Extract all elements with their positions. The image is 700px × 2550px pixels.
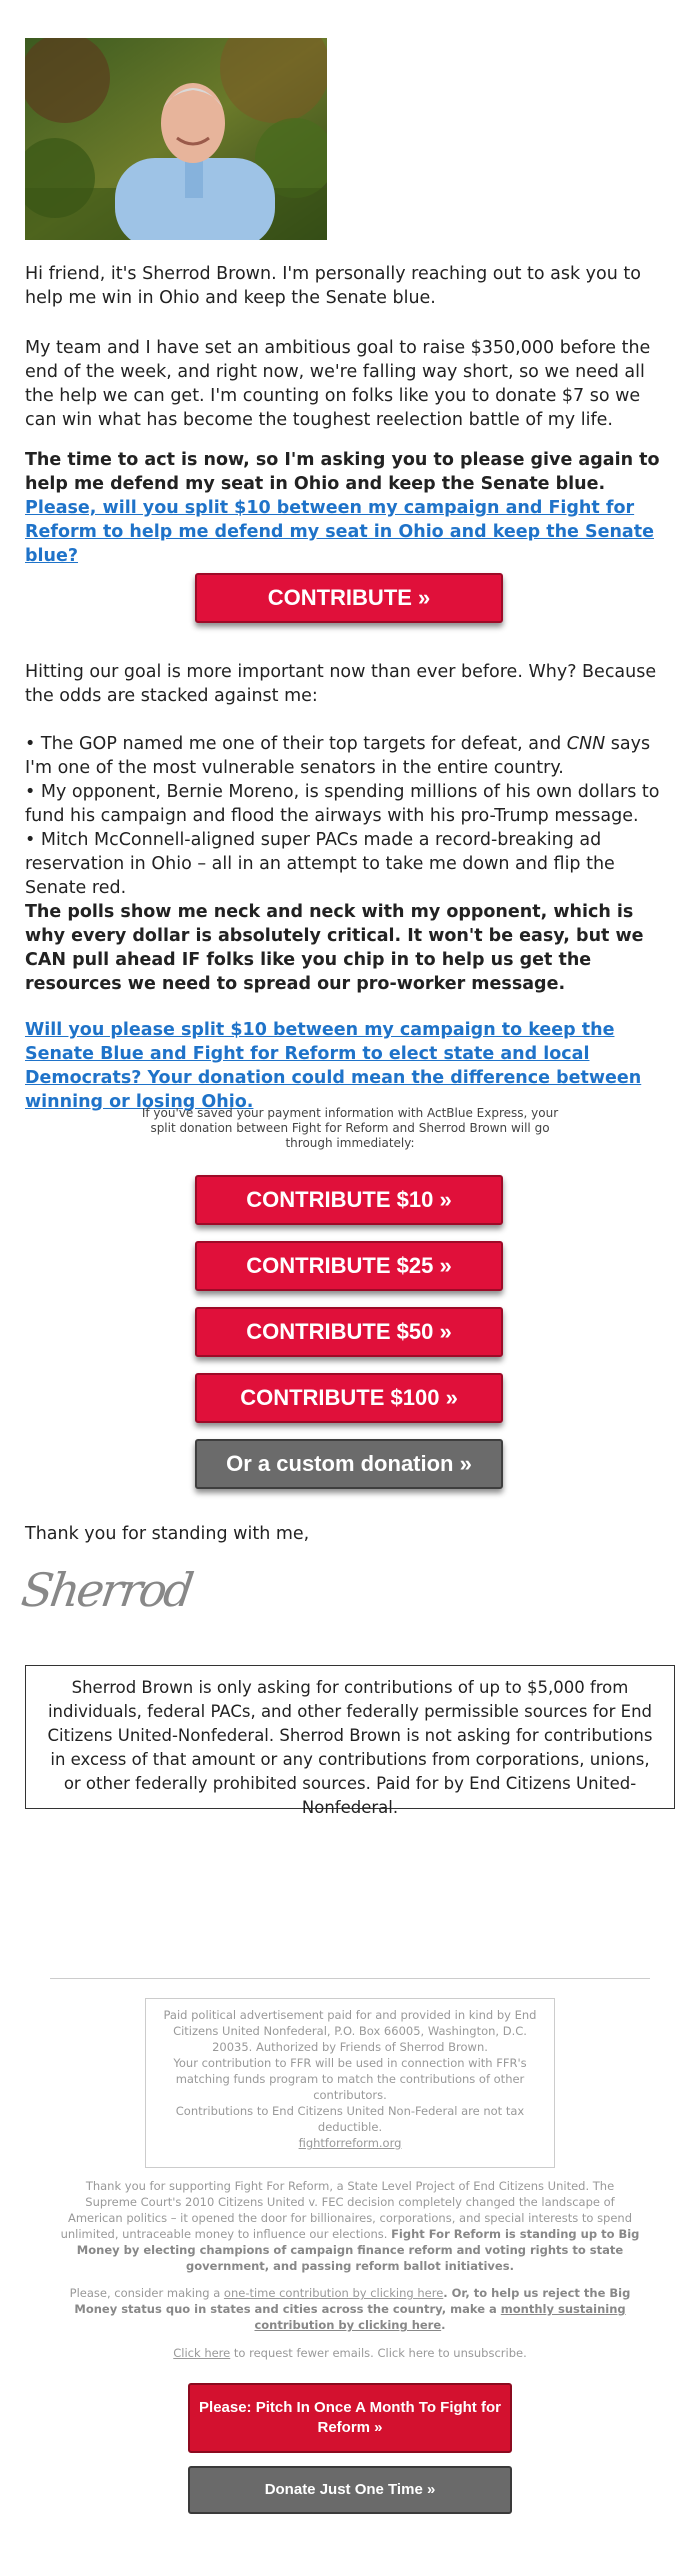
disclaimer-box: Sherrod Brown is only asking for contributions of up to $5,000 from individuals, federal PACs, and other federally permissible sources for End Citizens United-Nonfederal. Sherrod Brown is not asking for contributions in excess of that amount or any contributions from corporations, unions, or other federally prohibited sources. Paid for by End Citizens United-Nonfederal. bbox=[25, 1665, 675, 1809]
thanks-text: Thank you for standing with me, bbox=[25, 1524, 310, 1544]
contribute-50-button[interactable]: CONTRIBUTE $50 » bbox=[195, 1307, 503, 1357]
actblue-note: If you've saved your payment information with ActBlue Express, your split donation between Fight for Reform and Sherrod Brown will go through immediately: bbox=[141, 1106, 559, 1150]
contribute-10-button[interactable]: CONTRIBUTE $10 » bbox=[195, 1175, 503, 1225]
odds-text: Hitting our goal is more important now than ever before. Why? Because the odds are stacked against me: bbox=[25, 662, 657, 706]
act-bold-text: The time to act is now, so I'm asking you to please give again to help me defend my seat in Ohio and keep the Senate blue. bbox=[25, 450, 660, 494]
paid-for-line-1: Paid political advertisement paid for and provided in kind by End Citizens United Nonfederal, P.O. Box 66005, Washington, D.C. 20035. Authorized by Friends of Sherrod Brown. bbox=[163, 2008, 537, 2054]
monthly-donation-button[interactable]: Please: Pitch In Once A Month To Fight for Reform » bbox=[188, 2383, 512, 2453]
contribute-100-button[interactable]: CONTRIBUTE $100 » bbox=[195, 1373, 503, 1423]
footer-contribute-mid: . Or, to help us reject the Big Money status quo in states and cities across the country, make a bbox=[74, 2286, 631, 2316]
intro-text: Hi friend, it's Sherrod Brown. I'm personally reaching out to ask you to help me win in Ohio and keep the Senate blue. bbox=[25, 264, 641, 308]
paid-for-box bbox=[145, 1998, 555, 2168]
fewer-emails-link[interactable]: Click here bbox=[173, 2346, 231, 2360]
act-paragraph bbox=[25, 448, 675, 568]
split-link-1[interactable]: Please, will you split $10 between my campaign and Fight for Reform to help me defend my seat in Ohio and keep the Senate blue? bbox=[25, 498, 654, 566]
split-link-2[interactable]: Will you please split $10 between my campaign to keep the Senate Blue and Fight for Reform to elect state and local Democrats? Your donation could mean the difference between winning or losing Ohio. bbox=[25, 1020, 642, 1112]
footer-divider bbox=[50, 1978, 650, 1979]
custom-donation-button[interactable]: Or a custom donation » bbox=[195, 1439, 503, 1489]
fightforreform-link[interactable]: fightforreform.org bbox=[298, 2136, 402, 2150]
contribute-25-button[interactable]: CONTRIBUTE $25 » bbox=[195, 1241, 503, 1291]
bullet-1-post: says I'm one of the most vulnerable senators in the entire country. bbox=[25, 734, 651, 778]
goal-text: My team and I have set an ambitious goal to raise $350,000 before the end of the week, and right now, we're falling way short, so we need all the help we can get. I'm counting on folks like you to donate $7 so we can win what has become the toughest reelection battle of my life. bbox=[25, 338, 651, 430]
fewer-emails bbox=[60, 2345, 640, 2361]
contribute-main-button[interactable]: CONTRIBUTE » bbox=[195, 573, 503, 623]
one-time-link[interactable]: one-time contribution by clicking here bbox=[223, 2286, 444, 2300]
bullet-1-pre: • The GOP named me one of their top targets for defeat, and bbox=[25, 734, 567, 754]
sherrod-brown-photo bbox=[25, 38, 327, 240]
bullet-3: • Mitch McConnell-aligned super PACs made a record-breaking ad reservation in Ohio – all in an attempt to take me down and flip the Senate red. bbox=[25, 830, 615, 898]
bullet-2: • My opponent, Bernie Moreno, is spending millions of his own dollars to fund his campaign and flood the airways with his pro-Trump message. bbox=[25, 782, 660, 826]
footer-contribute bbox=[60, 2285, 640, 2333]
one-time-donation-button[interactable]: Donate Just One Time » bbox=[188, 2466, 512, 2514]
paid-for-line-2: Your contribution to FFR will be used in connection with FFR's matching funds program to match the contributions of other contributors. bbox=[173, 2056, 527, 2102]
monthly-link[interactable]: monthly sustaining contribution by clicking here bbox=[254, 2302, 626, 2332]
bullet-1 bbox=[25, 732, 675, 780]
footer-contribute-end: . bbox=[441, 2318, 446, 2332]
cnn-text: CNN bbox=[566, 734, 606, 754]
paid-for-line-3: Contributions to End Citizens United Non-Federal are not tax deductible. bbox=[175, 2104, 525, 2134]
polls-text: The polls show me neck and neck with my opponent, which is why every dollar is absolutely critical. It won't be easy, but we CAN pull ahead IF folks like you chip in to help us get the resources we need to spread our pro-worker message. bbox=[25, 902, 644, 994]
footer-about bbox=[60, 2178, 640, 2274]
signature: Sherrod bbox=[18, 1563, 195, 1617]
footer-about-text: Thank you for supporting Fight For Reform, a State Level Project of End Citizens United. The Supreme Court's 2010 Citizens United v. FEC decision completely changed the landscape of American politics – it opened the door for billionaires, corporations, and special interests to spend unlimited, untraceable money to influence our elections. bbox=[60, 2179, 633, 2241]
footer-contribute-pre: Please, consider making a bbox=[69, 2286, 224, 2300]
unsubscribe-text[interactable]: to request fewer emails. Click here to unsubscribe. bbox=[230, 2346, 527, 2360]
footer-about-bold: Fight For Reform is standing up to Big Money by electing champions of campaign finance reform and voting rights to state government, and passing reform ballot initiatives. bbox=[76, 2227, 640, 2273]
